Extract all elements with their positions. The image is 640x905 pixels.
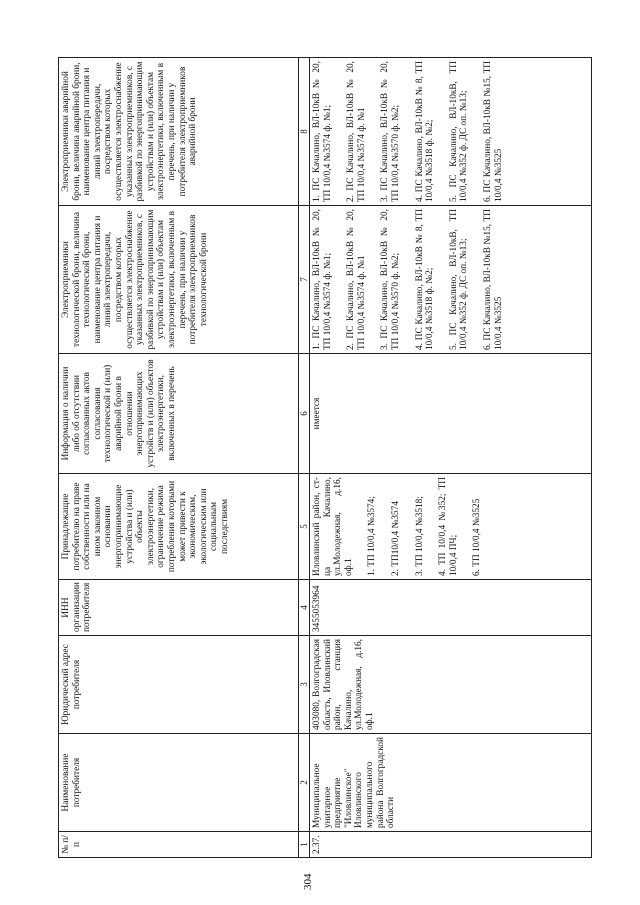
header-row: [59, 58, 299, 858]
device-item: Иловлинский район, ст-ца Качалино, ул.Молодежная, д.16, оф.1: [312, 477, 354, 576]
tech-reserve-item: 3. ПС Качалино, ВЛ-10кВ № 20, ТП 10/0,4 №3570 ф. №2;: [380, 209, 401, 350]
consumer-name: Муниципальное унитарное предприятие "Иловлинское" Иловлинского муниципального района Волгоградской области: [310, 734, 592, 832]
column-number: 7: [299, 206, 310, 354]
column-number: 6: [299, 354, 310, 474]
column-number: 4: [299, 580, 310, 636]
header-cell-8: Электроприемники аварийной брони, величина аварийной брони, наименование центра питания и линий электропередачи, посредством которых осуществляется электроснабжение указанных электроприемников, с разбивкой по энергопринимающим устройствам и (или) объектам электроэнергетики, включенным в перечень, при наличии у потребителя электроприемников аварийной брони: [59, 58, 299, 206]
devices-cell: [310, 474, 592, 580]
rotated-table-wrapper: [58, 58, 603, 858]
tech-reserve-cell: [310, 206, 592, 354]
column-number-row: [299, 58, 310, 858]
device-item: 3. ТП 10/0,4 №3518;: [414, 496, 425, 576]
consumers-table: [58, 57, 592, 858]
emergency-reserve-item: 1. ПС Качалино, ВЛ-10кВ № 20, ТП 10/0,4 №3574 ф. №1;: [312, 61, 333, 202]
row-number: 2.37.: [310, 832, 592, 858]
tech-reserve-item: 5. ПС Качалино, ВЛ-10кВ, ТП 10/0,4 №352 ф. ДС оп. №13;: [448, 209, 470, 350]
emergency-reserve-item: 2. ПС Качалино, ВЛ-10кВ № 20, ТП 10/0,4 №3574 ф. №1: [346, 61, 367, 202]
consumer-address: 403080, Волгоградская область, Иловлинский район, станция Качалино, ул.Молодежная, д.16, оф.1: [310, 636, 592, 734]
header-cell-6: Информация о наличии либо об отсутствии согласованных актов согласования технологической и (или) аварийной брони в отношении энергопринимающих устройств и (или) объектов электроэнергетики, включенных в перечень: [59, 354, 299, 474]
tech-reserve-item: 6. ПС Качалино, ВЛ-10кВ №15, ТП 10/0,4 №3525: [482, 209, 504, 350]
document-sheet: [58, 58, 603, 858]
agreement-info: имеется: [310, 354, 592, 474]
column-number: 3: [299, 636, 310, 734]
column-number: 5: [299, 474, 310, 580]
header-cell-4: ИНН организации потребителя: [59, 580, 299, 636]
device-item: 2. ТП10/0,4 №3574: [390, 501, 401, 576]
consumer-inn: 3455053964: [310, 580, 592, 636]
column-number: 1: [299, 832, 310, 858]
header-cell-5: Принадлежащие потребителю на праве собственности или на ином законном основании энергопринимающие устройства и (или) объекты электроэнергетики, ограничение режима потребления которыми может привести к экономическим, экологическим или социальным последствиям: [59, 474, 299, 580]
device-item: 6. ТП 10/0,4 №3525: [472, 498, 483, 576]
emergency-reserve-item: 3. ПС Качалино, ВЛ-10кВ № 20, ТП 10/0,4 №3570 ф. №2;: [380, 61, 401, 202]
column-number: 2: [299, 734, 310, 832]
tech-reserve-item: 1. ПС Качалино, ВЛ-10кВ № 20, ТП 10/0,4 №3574 ф. №1;: [312, 209, 333, 350]
device-item: 1. ТП 10/0,4 №3574;: [367, 496, 378, 576]
device-item: 4. ТП 10/0,4 №352; ТП 10/0,4 ПЧ;: [438, 477, 459, 576]
header-cell-2: Наименование потребителя: [59, 734, 299, 832]
tech-reserve-item: 2. ПС Качалино, ВЛ-10кВ № 20, ТП 10/0,4 №3574 ф. №1: [346, 209, 367, 350]
emergency-reserve-item: 6. ПС Качалино, ВЛ-10кВ №15, ТП 10/0,4 №3525: [482, 61, 504, 202]
header-cell-7: Электроприемники технологической брони, величина технологической брони, наименование центра питания и линий электропередачи, посредством которых осуществляется электроснабжение указанных электроприемников, с разбивкой по энергопринимающим устройствам и (или) объектам электроэнергетики, включенным в перечень, при наличии у потребителя электроприемников технологической брони: [59, 206, 299, 354]
emergency-reserve-item: 5. ПС Качалино, ВЛ-10кВ, ТП 10/0,4 №352 ф. ДС оп. №13;: [448, 61, 470, 202]
emergency-reserve-item: 4. ПС Качалино, ВЛ-10кВ № 8, ТП 10/0,4 №3518 ф. №2;: [414, 61, 436, 202]
table-row: [310, 58, 592, 858]
page-number: 304: [302, 873, 314, 891]
tech-reserve-item: 4. ПС Качалино, ВЛ-10кВ № 8, ТП 10/0,4 №3518 ф. №2;: [414, 209, 436, 350]
emergency-reserve-cell: [310, 58, 592, 206]
column-number: 8: [299, 58, 310, 206]
header-cell-3: Юридический адрес потребителя: [59, 636, 299, 734]
header-cell-1: № п/п: [59, 832, 299, 858]
